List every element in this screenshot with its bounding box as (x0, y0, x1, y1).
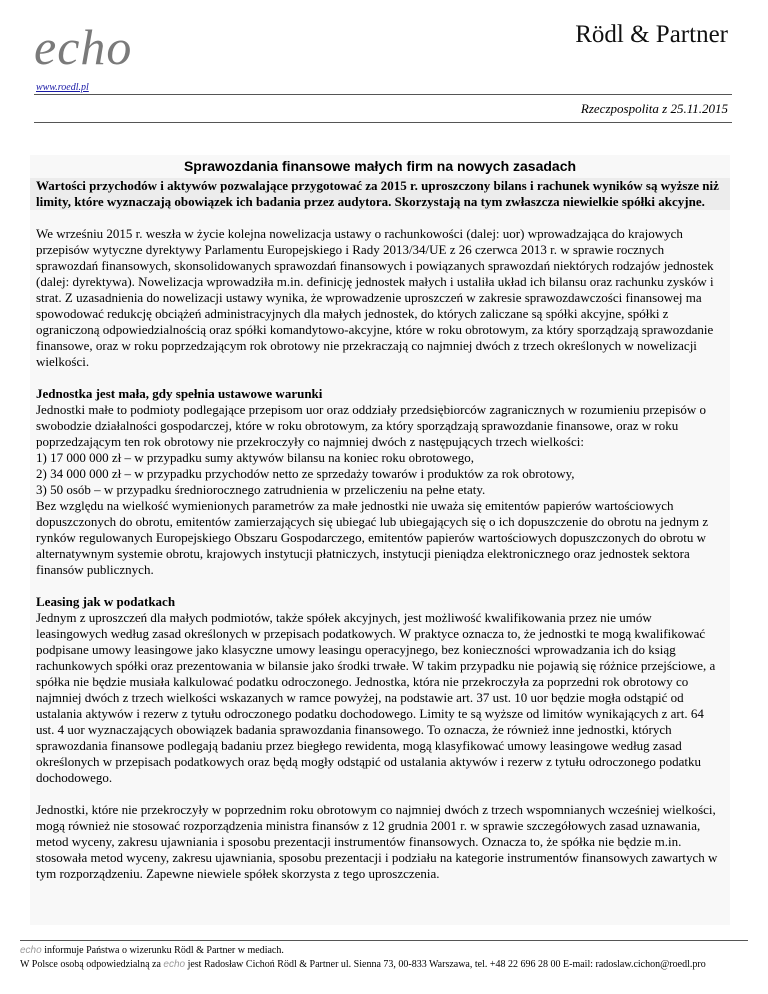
article-title: Sprawozdania finansowe małych firm na nowych zasadach (183, 158, 577, 174)
article-body (30, 210, 730, 882)
article-lead: Wartości przychodów i aktywów pozwalające przygotować za 2015 r. uproszczony bilans i rachunek wyników są wyższe niż limity, które wyznaczają obowiązek ich badania przez audytora. Skorzystają na tym zwłaszcza niewielkie spółki akcyjne. (30, 178, 730, 210)
footer-divider (20, 940, 748, 941)
closing-paragraph: Jednostki, które nie przekroczyły w poprzednim roku obrotowym co najmniej dwóch z trzech wspomnianych wcześniej wielkości, mogą również nie stosować rozporządzenia ministra finansów z 12 grudnia 2001 r. w sprawie szczegółowych zasad uznawania, metod wyceny, zakresu ujawniania i sposobu prezentacji instrumentów finansowych. Oznacza to, że spółka nie będzie m.in. stosowała metod wyceny, zakresu ujawniania, sposobu prezentacji i podziału na kategorie instrumentów finansowych zawartych w tym rozporządzeniu. Zapewne niewiele spółek skorzysta z tego uproszczenia. (36, 802, 718, 881)
section-text-small-entity: Jednostki małe to podmioty podlegające przepisom uor oraz oddziały przedsiębiorców zagranicznych w rozumieniu przepisów o swobodzie działalności gospodarczej, które w roku obrotowym, za który sporządzają sprawozdanie finansowe, oraz w roku poprzedzającym ten rok obrotowy nie przekroczyły co najmniej dwóch z następujących trzech wielkości: (36, 402, 707, 449)
section-after-list: Bez względu na wielkość wymienionych parametrów za małe jednostki nie uważa się emitentów papierów wartościowych dopuszczonych do obrotu, emitentów zamierzających się ubiegać lub ubiegających się o ich dopuszczenie do obrotu na jednym z rynków regulowanych Europejskiego Obszaru Gospodarczego, emitentów papierów wartościowych dopuszczonych do obrotu w alternatywnym systemie obrotu, krajowych instytucji płatniczych, instytucji pieniądza elektronicznego oraz jednostek sektora finansów publicznych. (36, 498, 709, 577)
list-item: 2) 34 000 000 zł – w przypadku przychodów netto ze sprzedaży towarów i produktów za rok obrotowy, (36, 466, 575, 481)
section-text-leasing: Jednym z uproszczeń dla małych podmiotów, także spółek akcyjnych, jest możliwość kwalifikowania przez nie umów leasingowych według zasad określonych w przepisach podatkowych. W praktyce oznacza to, że jednostki te mogą kwalifikować podpisane umowy leasingowe jako klasyczne umowy leasingu operacyjnego, bez konieczności wprowadzania ich do ksiąg rachunkowych spółki oraz prezentowania w bilansie jako środki trwałe. W takim przypadku nie pojawią się różnice przejściowe, a spółka nie będzie musiała kalkulować podatku odroczonego. Jednostka, która nie przekroczyła za poprzedni rok obrotowy co najmniej dwóch z trzech wielkości wskazanych w ramce powyżej, na podstawie art. 37 ust. 10 uor będzie mogła odstąpić od ustalania aktywów i rezerw z tytułu odroczonego podatku dochodowego. Limity te są wyższe od limitów wynikających z art. 64 ust. 4 uor wyznaczających obowiązek badania sprawozdania finansowego. To oznacza, że również inne jednostki, których sprawozdania finansowe podlegają badaniu przez biegłego rewidenta, mogą klasyfikować umowy leasingowe według zasad określonych w przepisach podatkowych oraz będą mogły odstąpić od ustalania aktywów i rezerw z tytułu odroczonego podatku dochodowego. (36, 610, 716, 785)
echo-mark: echo (163, 959, 186, 970)
source-divider (34, 122, 732, 123)
footer-line-2 (20, 958, 748, 972)
echo-mark: echo (20, 945, 42, 956)
header-divider (34, 94, 732, 95)
footer-line-2-text: jest Radosław Cichoń Rödl & Partner ul. Sienna 73, 00-833 Warszawa, tel. +48 22 696 28 00 E-mail: radoslaw.cichon@roedl.pro (185, 959, 706, 970)
article (30, 155, 730, 925)
echo-logo: echo (34, 19, 133, 75)
intro-paragraph: We wrześniu 2015 r. weszła w życie kolejna nowelizacja ustawy o rachunkowości (dalej: uor) wprowadzająca do krajowych przepisów wytyczne dyrektywy Parlamentu Europejskiego i Rady 2013/34/UE z 26 czerwca 2013 r. w sprawie rocznych sprawozdań finansowych, skonsolidowanych sprawozdań finansowych i powiązanych sprawozdań niektórych rodzajów jednostek (dalej: dyrektywa). Nowelizacja wprowadziła m.in. definicję jednostek małych i ustaliła układ ich bilansu oraz rachunku zysków i strat. Z uzasadnienia do nowelizacji ustawy wynika, że wprowadzenie uproszczeń w zakresie sprawozdawczości finansowej ma spowodować redukcję obciążeń administracyjnych dla małych jednostek, do których zaliczane są spółki akcyjne, spółki z ograniczoną odpowiedzialnością oraz spółki komandytowo-akcyjne, które w roku obrotowym, za który sporządzają sprawozdanie finansowe, oraz w roku poprzedzającym rok obrotowy nie przekraczają co najmniej dwóch z trzech określonych w nowelizacji wielkości. (36, 226, 714, 369)
footer-line-1 (20, 944, 748, 958)
list-item: 3) 50 osób – w przypadku średniorocznego zatrudnienia w przeliczeniu na pełne etaty. (36, 482, 486, 497)
publication-source: Rzeczpospolita z 25.11.2015 (580, 101, 728, 116)
section-heading-leasing: Leasing jak w podatkach (36, 594, 176, 609)
list-item: 1) 17 000 000 zł – w przypadku sumy aktywów bilansu na koniec roku obrotowego, (36, 450, 474, 465)
rodl-partner-logo: Rödl & Partner (575, 21, 728, 48)
footer-line-2-prefix: W Polsce osobą odpowiedzialną za (20, 959, 164, 970)
website-link[interactable]: www.roedl.pl (36, 82, 89, 93)
section-heading-small-entity: Jednostka jest mała, gdy spełnia ustawowe warunki (36, 386, 323, 401)
footer (20, 944, 748, 972)
footer-line-1-text: informuje Państwa o wizerunku Rödl & Partner w mediach. (41, 945, 284, 956)
